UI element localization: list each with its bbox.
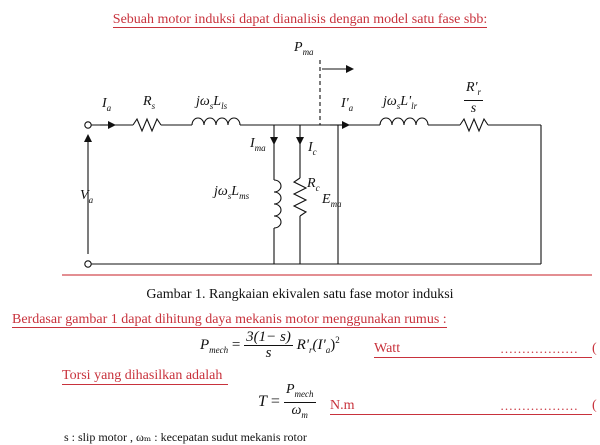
footnote: s : slip motor , ωₘ : kecepatan sudut mekanis rotor xyxy=(64,430,307,444)
label-r-s: $R_s$ xyxy=(143,94,156,111)
pma-arrowhead xyxy=(346,65,354,73)
equation-torque: T = $\frac{P_{mech}}{\omega_m}$ xyxy=(258,382,314,420)
inductor-ms xyxy=(274,180,281,228)
label-e-ma: $E_{ma}$ xyxy=(322,192,342,209)
label-v-a: $V_a$ xyxy=(80,188,94,205)
resistor-rc xyxy=(294,178,306,216)
page-title: Sebuah motor induksi dapat dianalisis dengan model satu fase sbb: xyxy=(112,12,488,27)
resistor-rs xyxy=(133,119,161,131)
eq2-edge: ( xyxy=(592,398,597,413)
label-i-a: $I_a$ xyxy=(102,96,112,113)
ia-arrowhead xyxy=(108,121,116,129)
eq1-dots: ……………… xyxy=(500,341,578,356)
label-x-ms: $j\omega_sL_{ms}$ xyxy=(214,184,250,201)
inductor-lr xyxy=(380,118,428,125)
terminal-top xyxy=(85,122,91,128)
ic-arrowhead xyxy=(296,137,304,145)
label-x-ls: $j\omega_sL_{ls}$ xyxy=(196,94,228,111)
eq2-dots: ……………… xyxy=(500,398,578,413)
label-x-lr: $j\omega_sL'_{lr}$ xyxy=(383,94,418,111)
resistor-rr xyxy=(460,119,488,131)
label-rr-over-s: $\frac{R'_r}{s}$ xyxy=(466,80,482,116)
label-i-a-prime: $I'_a$ xyxy=(341,96,354,113)
inductor-ls xyxy=(192,118,240,125)
eq1-answer-line: Watt xyxy=(374,341,592,358)
ia-prime-arrowhead xyxy=(342,121,350,129)
label-i-c: $I_c$ xyxy=(308,140,317,157)
ima-arrowhead xyxy=(270,137,278,145)
torque-heading: Torsi yang dihasilkan adalah xyxy=(62,368,228,385)
terminal-bottom xyxy=(85,261,91,267)
eq1-edge: ( xyxy=(592,341,597,356)
eq2-answer-line: N.m xyxy=(330,398,592,415)
figure-caption: Gambar 1. Rangkaian ekivalen satu fase motor induksi xyxy=(146,287,454,302)
label-i-ma: $I_{ma}$ xyxy=(250,136,266,153)
va-arrowhead xyxy=(84,134,92,142)
section-text: Berdasar gambar 1 dapat dihitung daya mekanis motor menggunakan rumus : xyxy=(12,312,447,327)
equation-pmech: $P_{mech}$ = $\frac{3(1- s)}{s}$ $R'_r(I'_a)^2$ xyxy=(200,329,340,361)
label-p-ma: $P_{ma}$ xyxy=(294,40,314,57)
label-r-c: $R_c$ xyxy=(307,176,320,193)
